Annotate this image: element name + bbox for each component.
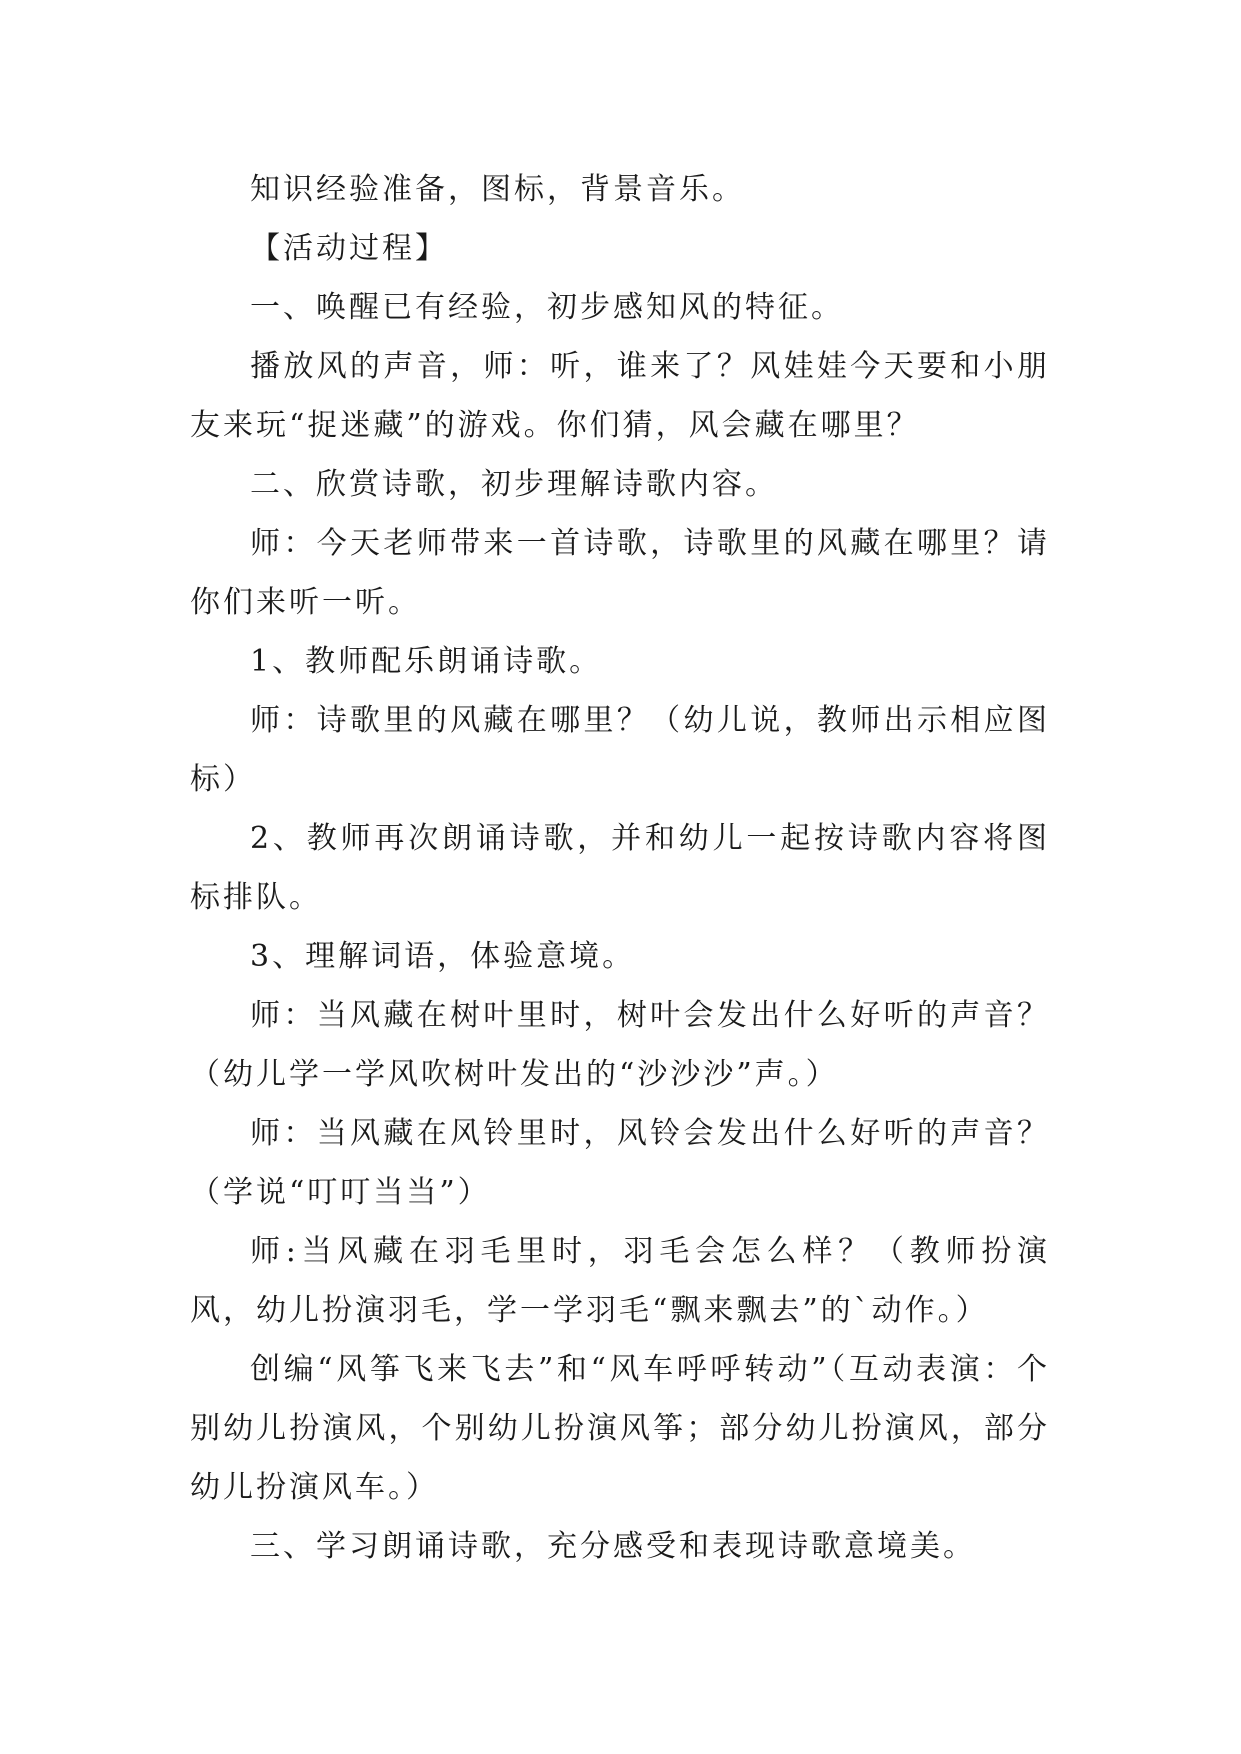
document-page: [190, 160, 1050, 1576]
list-item-1: 1、教师配乐朗诵诗歌。: [250, 644, 603, 679]
paragraph-wind-chime: 师：当风藏在风铃里时，风铃会发出什么好听的声音？（学说“叮叮当当”）: [190, 1116, 1050, 1210]
paragraph-where-wind-hides: 师：诗歌里的风藏在哪里？（幼儿说，教师出示相应图标）: [190, 703, 1050, 797]
paragraph-feather: 师:当风藏在羽毛里时，羽毛会怎么样？（教师扮演风，幼儿扮演羽毛，学一学羽毛“飘来飘去”的`动作。）: [190, 1234, 1050, 1328]
paragraph-leaves: 师：当风藏在树叶里时，树叶会发出什么好听的声音？（幼儿学一学风吹树叶发出的“沙沙沙”声。）: [190, 998, 1050, 1092]
step-heading-two: 二、欣赏诗歌，初步理解诗歌内容。: [250, 467, 778, 502]
list-item-3: 3、理解词语，体验意境。: [250, 939, 636, 974]
paragraph-wind-sound: 播放风的声音，师：听，谁来了？风娃娃今天要和小朋友来玩“捉迷藏”的游戏。你们猜，风会藏在哪里？: [190, 349, 1050, 443]
step-heading-one: 一、唤醒已有经验，初步感知风的特征。: [250, 290, 844, 325]
section-heading-activity-process: 【活动过程】: [250, 231, 448, 266]
step-heading-three: 三、学习朗诵诗歌，充分感受和表现诗歌意境美。: [250, 1529, 976, 1564]
paragraph-preparation: 知识经验准备，图标，背景音乐。: [250, 172, 745, 207]
paragraph-kite-windmill: 创编“风筝飞来飞去”和“风车呼呼转动”（互动表演：个别幼儿扮演风，个别幼儿扮演风筝；部分幼儿扮演风，部分幼儿扮演风车。）: [190, 1352, 1050, 1505]
list-item-2: 2、教师再次朗诵诗歌，并和幼儿一起按诗歌内容将图标排队。: [190, 821, 1050, 915]
paragraph-teacher-poem-intro: 师：今天老师带来一首诗歌，诗歌里的风藏在哪里？请你们来听一听。: [190, 526, 1050, 620]
